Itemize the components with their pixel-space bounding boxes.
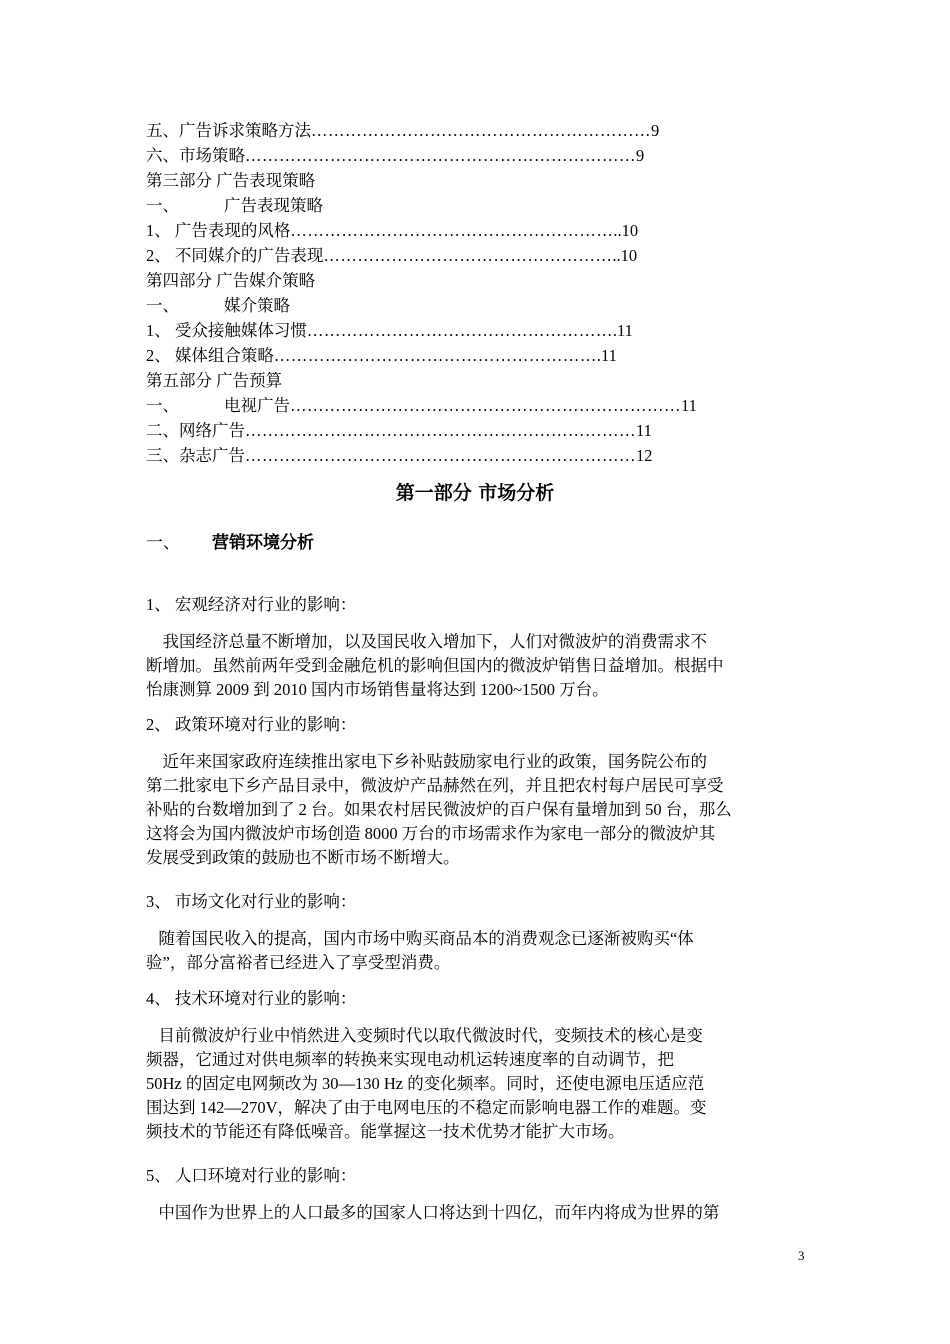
section-heading [146, 528, 314, 553]
toc-page: 11 [681, 396, 697, 415]
subsection-heading: 2、 政策环境对行业的影响： [146, 715, 357, 734]
text-line: 这将会为国内微波炉市场创造 8000 万台的市场需求作为家电一部分的微波炉其 [146, 824, 716, 843]
text-line: 中国作为世界上的人口最多的国家人口将达到十四亿，而年内将成为世界的第 [146, 1203, 720, 1222]
toc-label: 五、广告诉求策略方法 [146, 121, 311, 140]
toc-entry[interactable] [146, 118, 659, 143]
toc-page: 9 [636, 146, 645, 165]
text-line: 我国经济总量不断增加，以及国民收入增加下，人们对微波炉的消费需求不 [146, 632, 707, 651]
toc-label: 一、 [146, 296, 179, 315]
toc-entry[interactable] [146, 443, 653, 468]
toc-label: 一、 [146, 396, 179, 415]
toc-entry[interactable] [146, 393, 697, 418]
toc-leader: ………………………………………………… [290, 221, 614, 240]
toc-page: .11 [612, 321, 633, 340]
page-number: 3 [798, 1248, 805, 1263]
text-line: 目前微波炉行业中悄然进入变频时代以取代微波时代，变频技术的核心是变 [146, 1026, 703, 1045]
toc-page: 11 [636, 421, 652, 440]
subsection-heading: 1、 宏观经济对行业的影响： [146, 595, 357, 614]
toc-label: 第四部分 广告媒介策略 [146, 271, 316, 290]
toc-label: 1、 广告表现的风格 [146, 221, 291, 240]
toc-label: 电视广告 [224, 396, 290, 415]
paragraph [146, 750, 808, 870]
text-line: 50Hz 的固定电网频改为 30—130 Hz 的变化频率。同时，还使电源电压适应范 [146, 1074, 705, 1093]
toc-label: 媒介策略 [224, 296, 290, 315]
text-line: 发展受到政策的鼓励也不断市场不断增大。 [146, 848, 460, 867]
toc-page: ..10 [612, 246, 638, 265]
toc-label: 广告表现策略 [224, 196, 323, 215]
toc-entry[interactable] [146, 268, 315, 293]
toc-page: 12 [636, 446, 653, 465]
toc-label: 第五部分 广告预算 [146, 371, 283, 390]
toc-entry[interactable] [146, 143, 644, 168]
toc-label: 2、 不同媒介的广告表现 [146, 246, 324, 265]
toc-label: 1、 受众接触媒体习惯 [146, 321, 307, 340]
toc-label: 一、 [146, 196, 179, 215]
toc-page: .11 [596, 346, 617, 365]
toc-leader: …………………………………………………………… [245, 446, 636, 465]
toc-entry[interactable] [146, 243, 637, 268]
text-line: 验”，部分富裕者已经进入了享受型消费。 [146, 953, 451, 972]
subsection-heading: 4、 技术环境对行业的影响： [146, 989, 357, 1008]
subsection-heading: 3、 市场文化对行业的影响： [146, 892, 357, 911]
toc-label: 三、杂志广告 [146, 446, 245, 465]
section-title: 第一部分 市场分析 [395, 482, 555, 504]
text-line: 频技术的节能还有降低噪音。能掌握这一技术优势才能扩大市场。 [146, 1122, 625, 1141]
toc-entry[interactable] [146, 218, 638, 243]
toc-leader: …………………………………………………………… [290, 396, 681, 415]
text-line: 近年来国家政府连续推出家电下乡补贴鼓励家电行业的政策，国务院公布的 [146, 752, 707, 771]
text-line: 第二批家电下乡产品目录中，微波炉产品赫然在列，并且把农村每户居民可享受 [146, 776, 724, 795]
text-line: 断增加。虽然前两年受到金融危机的影响但国内的微波炉销售日益增加。根据中 [146, 656, 724, 675]
toc-leader: …………………………………………………………… [245, 421, 636, 440]
toc-entry[interactable] [146, 343, 617, 368]
subsection-heading: 5、 人口环境对行业的影响： [146, 1166, 357, 1185]
toc-entry[interactable] [146, 418, 652, 443]
toc-entry[interactable] [146, 193, 323, 218]
toc-entry[interactable] [146, 168, 315, 193]
text-line: 怡康测算 2009 到 2010 国内市场销售量将达到 1200~1500 万台。 [146, 680, 609, 699]
toc-page: 9 [651, 121, 660, 140]
toc-label: 2、 媒体组合策略 [146, 346, 274, 365]
toc-label: 六、市场策略 [146, 146, 245, 165]
text-line: 随着国民收入的提高，国内市场中购买商品本的消费观念已逐渐被购买“体 [146, 929, 694, 948]
toc-label: 二、网络广告 [146, 421, 245, 440]
toc-label: 第三部分 广告表现策略 [146, 171, 316, 190]
text-line: 频器，它通过对供电频率的转换来实现电动机运转速度率的自动调节，把 [146, 1050, 674, 1069]
toc-leader: …………………………………………… [323, 246, 613, 265]
paragraph [146, 1024, 808, 1144]
paragraph [146, 1201, 808, 1225]
toc-leader: ……………………………………………… [306, 321, 613, 340]
heading-number: 一、 [146, 533, 180, 553]
text-line: 围达到 142—270V，解决了由于电网电压的不稳定而影响电器工作的难题。变 [146, 1098, 707, 1117]
toc-entry[interactable] [146, 368, 282, 393]
heading-text: 营销环境分析 [212, 533, 314, 553]
toc-leader: …………………………………………………… [311, 121, 651, 140]
toc-leader: …………………………………………………………… [245, 146, 636, 165]
paragraph [146, 630, 808, 702]
toc-entry[interactable] [146, 318, 633, 343]
text-line: 补贴的台数增加到了 2 台。如果农村居民微波炉的百户保有量增加到 50 台，那么 [146, 800, 732, 819]
toc-page: ..10 [613, 221, 639, 240]
toc-entry[interactable] [146, 293, 290, 318]
toc-leader: ………………………………………………… [273, 346, 597, 365]
paragraph [146, 927, 808, 975]
